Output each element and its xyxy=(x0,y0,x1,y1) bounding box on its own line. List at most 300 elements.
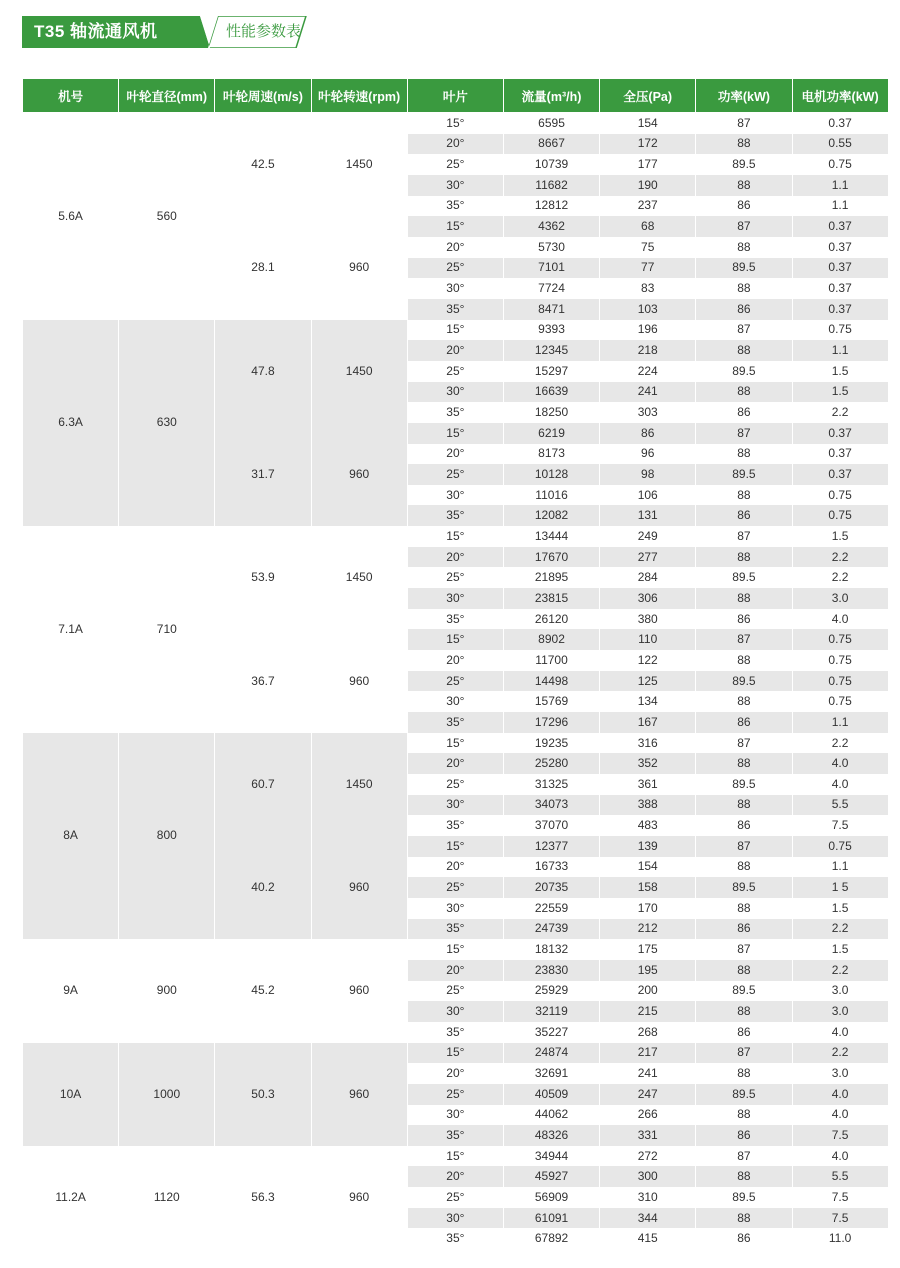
efficiency-cell: 86 xyxy=(737,611,751,626)
efficiency-cell: 88 xyxy=(696,340,791,361)
airflow-cell: 25280 xyxy=(504,753,599,774)
tip-speed-cell: 50.3 xyxy=(215,1043,310,1146)
motor-power-cell: 0.37 xyxy=(793,464,888,485)
tip-speed-cell: 40.2 xyxy=(215,836,310,939)
pressure-cell: 75 xyxy=(641,239,655,254)
pressure-cell: 331 xyxy=(600,1125,695,1146)
blade-angle-cell: 30° xyxy=(408,795,503,816)
table-row xyxy=(23,1146,888,1167)
airflow-cell: 7101 xyxy=(504,258,599,279)
column-header: 功率(kW) xyxy=(696,79,791,113)
efficiency-cell: 88 xyxy=(737,652,751,667)
motor-power-cell: 5.5 xyxy=(793,795,888,816)
diameter-cell: 800 xyxy=(119,733,214,940)
blade-angle-cell: 25° xyxy=(408,877,503,898)
blade-angle-cell: 30° xyxy=(446,281,465,296)
motor-power-cell: 4.0 xyxy=(831,611,849,626)
airflow-cell: 32119 xyxy=(504,1001,599,1022)
blade-angle-cell: 35° xyxy=(446,405,465,420)
rpm-cell: 1450 xyxy=(312,526,407,629)
motor-power-cell: 11.0 xyxy=(828,1231,852,1246)
airflow-cell: 18132 xyxy=(534,942,569,957)
rpm-cell: 960 xyxy=(312,629,407,732)
motor-power-cell: 1.1 xyxy=(831,859,849,874)
airflow-cell: 35227 xyxy=(534,1024,569,1039)
efficiency-cell: 89.5 xyxy=(696,671,791,692)
efficiency-cell: 86 xyxy=(696,299,791,320)
pressure-cell: 131 xyxy=(600,505,695,526)
blade-angle-cell: 20° xyxy=(446,652,465,667)
motor-power-cell: 0.75 xyxy=(793,505,888,526)
efficiency-cell: 86 xyxy=(737,1024,751,1039)
efficiency-cell: 86 xyxy=(696,712,791,733)
pressure-cell: 196 xyxy=(637,322,658,337)
efficiency-cell: 88 xyxy=(696,134,791,155)
pressure-cell: 241 xyxy=(637,1066,658,1081)
airflow-cell: 23815 xyxy=(504,588,599,609)
airflow-cell: 48326 xyxy=(504,1125,599,1146)
pressure-cell: 218 xyxy=(600,340,695,361)
blade-angle-cell: 25° xyxy=(446,157,465,172)
airflow-cell: 18250 xyxy=(534,405,569,420)
airflow-cell: 11682 xyxy=(504,175,599,196)
motor-power-cell: 4.0 xyxy=(793,1084,888,1105)
rpm-cell: 1450 xyxy=(312,113,407,216)
airflow-cell: 24739 xyxy=(504,919,599,940)
efficiency-cell: 86 xyxy=(696,919,791,940)
model-cell: 10A xyxy=(23,1043,118,1146)
pressure-cell: 212 xyxy=(600,919,695,940)
airflow-cell: 10739 xyxy=(534,157,569,172)
airflow-cell: 44062 xyxy=(534,1107,569,1122)
blade-angle-cell: 20° xyxy=(408,547,503,568)
diameter-cell: 900 xyxy=(119,939,214,1042)
motor-power-cell: 4.0 xyxy=(831,1148,849,1163)
blade-angle-cell: 20° xyxy=(408,340,503,361)
motor-power-cell: 0.37 xyxy=(793,299,888,320)
efficiency-cell: 87 xyxy=(696,836,791,857)
airflow-cell: 21895 xyxy=(534,570,569,585)
pressure-cell: 388 xyxy=(600,795,695,816)
airflow-cell: 56909 xyxy=(534,1189,569,1204)
blade-angle-cell: 15° xyxy=(446,115,465,130)
efficiency-cell: 88 xyxy=(696,1208,791,1229)
pressure-cell: 154 xyxy=(637,115,658,130)
motor-power-cell: 5.5 xyxy=(793,1166,888,1187)
blade-angle-cell: 15° xyxy=(408,423,503,444)
efficiency-cell: 88 xyxy=(737,1107,751,1122)
tip-speed-cell: 45.2 xyxy=(215,939,310,1042)
efficiency-cell: 88 xyxy=(737,1066,751,1081)
airflow-cell: 11700 xyxy=(535,652,568,667)
motor-power-cell: 0.75 xyxy=(828,652,852,667)
pressure-cell: 268 xyxy=(637,1024,658,1039)
motor-power-cell: 7.5 xyxy=(831,1189,849,1204)
tip-speed-cell: 47.8 xyxy=(215,320,310,423)
motor-power-cell: 0.37 xyxy=(828,281,852,296)
efficiency-cell: 89.5 xyxy=(732,983,756,998)
pressure-cell: 380 xyxy=(637,611,658,626)
motor-power-cell: 7.5 xyxy=(793,1125,888,1146)
pressure-cell: 172 xyxy=(600,134,695,155)
diameter-cell: 630 xyxy=(119,320,214,527)
pressure-cell: 306 xyxy=(600,588,695,609)
efficiency-cell: 87 xyxy=(696,216,791,237)
blade-angle-cell: 20° xyxy=(408,134,503,155)
efficiency-cell: 88 xyxy=(696,960,791,981)
blade-angle-cell: 35° xyxy=(408,505,503,526)
blade-angle-cell: 35° xyxy=(446,1231,465,1246)
airflow-cell: 34944 xyxy=(534,1148,569,1163)
efficiency-cell: 87 xyxy=(737,528,751,543)
motor-power-cell: 0.37 xyxy=(828,446,852,461)
blade-angle-cell: 30° xyxy=(446,694,465,709)
model-cell: 8A xyxy=(23,733,118,940)
pressure-cell: 158 xyxy=(600,877,695,898)
table-body xyxy=(23,113,888,1249)
efficiency-cell: 88 xyxy=(737,239,751,254)
motor-power-cell: 0.37 xyxy=(793,423,888,444)
pressure-cell: 125 xyxy=(600,671,695,692)
rpm-cell: 960 xyxy=(312,423,407,526)
column-header: 叶轮周速(m/s) xyxy=(215,79,310,113)
blade-angle-cell: 25° xyxy=(446,983,465,998)
airflow-cell: 24874 xyxy=(504,1043,599,1064)
airflow-cell: 25929 xyxy=(534,983,569,998)
efficiency-cell: 87 xyxy=(696,1043,791,1064)
airflow-cell: 12377 xyxy=(504,836,599,857)
blade-angle-cell: 25° xyxy=(408,671,503,692)
efficiency-cell: 88 xyxy=(696,547,791,568)
pressure-cell: 96 xyxy=(641,446,655,461)
tip-speed-cell: 42.5 xyxy=(215,113,310,216)
blade-angle-cell: 25° xyxy=(408,258,503,279)
pressure-cell: 249 xyxy=(637,528,658,543)
blade-angle-cell: 35° xyxy=(408,712,503,733)
rpm-cell: 960 xyxy=(312,939,407,1042)
table-row xyxy=(23,113,888,134)
pressure-cell: 344 xyxy=(600,1208,695,1229)
page-header xyxy=(22,16,312,48)
motor-power-cell: 1.5 xyxy=(831,528,849,543)
efficiency-cell: 89.5 xyxy=(732,157,756,172)
motor-power-cell: 0.75 xyxy=(828,157,852,172)
pressure-cell: 415 xyxy=(637,1231,658,1246)
airflow-cell: 4362 xyxy=(504,216,599,237)
pressure-cell: 154 xyxy=(637,859,658,874)
efficiency-cell: 88 xyxy=(696,795,791,816)
motor-power-cell: 0.75 xyxy=(828,487,852,502)
airflow-cell: 20735 xyxy=(504,877,599,898)
efficiency-cell: 88 xyxy=(696,588,791,609)
blade-angle-cell: 35° xyxy=(408,299,503,320)
blade-angle-cell: 20° xyxy=(408,960,503,981)
blade-angle-cell: 30° xyxy=(446,1107,465,1122)
efficiency-cell: 88 xyxy=(737,900,751,915)
efficiency-cell: 88 xyxy=(737,859,751,874)
motor-power-cell: 1 5 xyxy=(793,877,888,898)
column-header: 叶轮转速(rpm) xyxy=(312,79,407,113)
pressure-cell: 139 xyxy=(600,836,695,857)
blade-angle-cell: 15° xyxy=(408,1043,503,1064)
rpm-cell: 1450 xyxy=(312,733,407,836)
airflow-cell: 17296 xyxy=(504,712,599,733)
airflow-cell: 14498 xyxy=(504,671,599,692)
blade-angle-cell: 15° xyxy=(408,629,503,650)
tip-speed-cell: 36.7 xyxy=(215,629,310,732)
pressure-cell: 483 xyxy=(637,818,658,833)
motor-power-cell: 2.2 xyxy=(793,919,888,940)
airflow-cell: 67892 xyxy=(534,1231,569,1246)
airflow-cell: 19235 xyxy=(534,735,569,750)
efficiency-cell: 86 xyxy=(737,818,751,833)
blade-angle-cell: 25° xyxy=(408,1084,503,1105)
pressure-cell: 272 xyxy=(637,1148,658,1163)
pressure-cell: 303 xyxy=(637,405,658,420)
efficiency-cell: 89.5 xyxy=(696,877,791,898)
motor-power-cell: 0.75 xyxy=(828,322,852,337)
pressure-cell: 134 xyxy=(637,694,658,709)
motor-power-cell: 1.1 xyxy=(793,175,888,196)
efficiency-cell: 87 xyxy=(696,629,791,650)
efficiency-cell: 87 xyxy=(737,115,751,130)
motor-power-cell: 1.5 xyxy=(831,942,849,957)
blade-angle-cell: 20° xyxy=(446,1066,465,1081)
efficiency-cell: 87 xyxy=(696,423,791,444)
pressure-cell: 77 xyxy=(600,258,695,279)
motor-power-cell: 2.2 xyxy=(831,405,849,420)
airflow-cell: 31325 xyxy=(534,776,569,791)
rpm-cell: 960 xyxy=(312,1146,407,1249)
blade-angle-cell: 35° xyxy=(446,818,465,833)
motor-power-cell: 3.0 xyxy=(793,1001,888,1022)
pressure-cell: 103 xyxy=(600,299,695,320)
column-header: 叶片 xyxy=(408,79,503,113)
blade-angle-cell: 15° xyxy=(446,735,465,750)
efficiency-cell: 88 xyxy=(696,1166,791,1187)
motor-power-cell: 3.0 xyxy=(831,1066,849,1081)
pressure-cell: 195 xyxy=(600,960,695,981)
motor-power-cell: 3.0 xyxy=(831,983,849,998)
pressure-cell: 170 xyxy=(637,900,658,915)
efficiency-cell: 88 xyxy=(696,753,791,774)
rpm-cell: 960 xyxy=(312,836,407,939)
motor-power-cell: 4.0 xyxy=(831,1024,849,1039)
pressure-cell: 83 xyxy=(641,281,655,296)
pressure-cell: 277 xyxy=(600,547,695,568)
efficiency-cell: 88 xyxy=(696,382,791,403)
motor-power-cell: 1.1 xyxy=(831,198,849,213)
efficiency-cell: 87 xyxy=(737,1148,751,1163)
pressure-cell: 190 xyxy=(600,175,695,196)
efficiency-cell: 87 xyxy=(737,322,751,337)
motor-power-cell: 0.75 xyxy=(828,694,852,709)
blade-angle-cell: 30° xyxy=(408,382,503,403)
motor-power-cell: 3.0 xyxy=(793,588,888,609)
motor-power-cell: 1.1 xyxy=(793,712,888,733)
blade-angle-cell: 15° xyxy=(446,942,465,957)
efficiency-cell: 88 xyxy=(696,175,791,196)
airflow-cell: 22559 xyxy=(534,900,569,915)
blade-angle-cell: 25° xyxy=(408,464,503,485)
motor-power-cell: 7.5 xyxy=(793,1208,888,1229)
diameter-cell: 560 xyxy=(119,113,214,320)
rpm-cell: 960 xyxy=(312,1043,407,1146)
efficiency-cell: 88 xyxy=(737,446,751,461)
motor-power-cell: 0.37 xyxy=(793,216,888,237)
model-cell: 6.3A xyxy=(23,320,118,527)
table-row xyxy=(23,733,888,754)
column-header: 电机功率(kW) xyxy=(793,79,888,113)
pressure-cell: 316 xyxy=(637,735,658,750)
airflow-cell: 12345 xyxy=(504,340,599,361)
airflow-cell: 23830 xyxy=(504,960,599,981)
motor-power-cell: 7.5 xyxy=(831,818,849,833)
table-row xyxy=(23,939,888,960)
pressure-cell: 167 xyxy=(600,712,695,733)
pressure-cell: 284 xyxy=(637,570,658,585)
pressure-cell: 241 xyxy=(600,382,695,403)
airflow-cell: 17670 xyxy=(504,547,599,568)
pressure-cell: 86 xyxy=(600,423,695,444)
efficiency-cell: 89.5 xyxy=(696,464,791,485)
airflow-cell: 11016 xyxy=(535,487,568,502)
model-cell: 5.6A xyxy=(23,113,118,320)
motor-power-cell: 0.37 xyxy=(828,115,852,130)
blade-angle-cell: 20° xyxy=(446,859,465,874)
blade-angle-cell: 20° xyxy=(446,446,465,461)
motor-power-cell: 0.75 xyxy=(793,671,888,692)
blade-angle-cell: 35° xyxy=(446,1024,465,1039)
motor-power-cell: 1.5 xyxy=(831,363,849,378)
airflow-cell: 12082 xyxy=(504,505,599,526)
performance-table xyxy=(22,79,889,1249)
blade-angle-cell: 25° xyxy=(446,363,465,378)
pressure-cell: 215 xyxy=(600,1001,695,1022)
motor-power-cell: 1.1 xyxy=(793,340,888,361)
airflow-cell: 32691 xyxy=(534,1066,569,1081)
airflow-cell: 8667 xyxy=(504,134,599,155)
motor-power-cell: 4.0 xyxy=(831,776,849,791)
blade-angle-cell: 15° xyxy=(408,836,503,857)
airflow-cell: 8471 xyxy=(504,299,599,320)
pressure-cell: 110 xyxy=(600,629,695,650)
blade-angle-cell: 15° xyxy=(446,322,465,337)
efficiency-cell: 89.5 xyxy=(732,776,756,791)
motor-power-cell: 2.2 xyxy=(831,735,849,750)
airflow-cell: 12812 xyxy=(534,198,569,213)
motor-power-cell: 0.55 xyxy=(793,134,888,155)
motor-power-cell: 0.75 xyxy=(793,629,888,650)
page-subtitle: 性能参数表 xyxy=(226,23,302,40)
motor-power-cell: 0.37 xyxy=(793,258,888,279)
motor-power-cell: 2.2 xyxy=(793,547,888,568)
airflow-cell: 26120 xyxy=(534,611,569,626)
blade-angle-cell: 20° xyxy=(408,1166,503,1187)
motor-power-cell: 2.2 xyxy=(831,570,849,585)
blade-angle-cell: 15° xyxy=(446,1148,465,1163)
blade-angle-cell: 25° xyxy=(446,1189,465,1204)
airflow-cell: 15769 xyxy=(534,694,569,709)
column-header: 全压(Pa) xyxy=(600,79,695,113)
airflow-cell: 45927 xyxy=(504,1166,599,1187)
blade-angle-cell: 35° xyxy=(446,611,465,626)
diameter-cell: 1120 xyxy=(119,1146,214,1249)
efficiency-cell: 89.5 xyxy=(732,363,756,378)
efficiency-cell: 86 xyxy=(696,505,791,526)
airflow-cell: 40509 xyxy=(504,1084,599,1105)
blade-angle-cell: 20° xyxy=(446,239,465,254)
tip-speed-cell: 60.7 xyxy=(215,733,310,836)
motor-power-cell: 2.2 xyxy=(793,960,888,981)
airflow-cell: 16733 xyxy=(534,859,569,874)
blade-angle-cell: 30° xyxy=(408,175,503,196)
efficiency-cell: 89.5 xyxy=(732,570,756,585)
blade-angle-cell: 20° xyxy=(408,753,503,774)
blade-angle-cell: 35° xyxy=(446,198,465,213)
airflow-cell: 6595 xyxy=(538,115,565,130)
blade-angle-cell: 30° xyxy=(408,588,503,609)
efficiency-cell: 89.5 xyxy=(696,1084,791,1105)
motor-power-cell: 1.5 xyxy=(831,900,849,915)
motor-power-cell: 4.0 xyxy=(831,1107,849,1122)
airflow-cell: 9393 xyxy=(538,322,565,337)
airflow-cell: 6219 xyxy=(504,423,599,444)
airflow-cell: 5730 xyxy=(538,239,565,254)
model-cell: 9A xyxy=(23,939,118,1042)
motor-power-cell: 2.2 xyxy=(793,1043,888,1064)
pressure-cell: 106 xyxy=(637,487,658,502)
diameter-cell: 710 xyxy=(119,526,214,733)
efficiency-cell: 86 xyxy=(737,1231,751,1246)
blade-angle-cell: 30° xyxy=(408,1001,503,1022)
model-cell: 7.1A xyxy=(23,526,118,733)
blade-angle-cell: 15° xyxy=(446,528,465,543)
pressure-cell: 361 xyxy=(637,776,658,791)
airflow-cell: 15297 xyxy=(534,363,569,378)
column-header: 流量(m³/h) xyxy=(504,79,599,113)
pressure-cell: 310 xyxy=(637,1189,658,1204)
motor-power-cell: 0.37 xyxy=(828,239,852,254)
pressure-cell: 247 xyxy=(600,1084,695,1105)
efficiency-cell: 88 xyxy=(737,694,751,709)
efficiency-cell: 88 xyxy=(737,487,751,502)
tip-speed-cell: 56.3 xyxy=(215,1146,310,1249)
efficiency-cell: 88 xyxy=(696,1001,791,1022)
blade-angle-cell: 30° xyxy=(446,900,465,915)
airflow-cell: 8173 xyxy=(538,446,565,461)
efficiency-cell: 88 xyxy=(737,281,751,296)
table-header xyxy=(23,79,888,113)
pressure-cell: 98 xyxy=(600,464,695,485)
diameter-cell: 1000 xyxy=(119,1043,214,1146)
rpm-cell: 1450 xyxy=(312,320,407,423)
pressure-cell: 217 xyxy=(600,1043,695,1064)
motor-power-cell: 4.0 xyxy=(793,753,888,774)
blade-angle-cell: 30° xyxy=(446,487,465,502)
blade-angle-cell: 25° xyxy=(446,570,465,585)
efficiency-cell: 86 xyxy=(737,405,751,420)
airflow-cell: 13444 xyxy=(534,528,569,543)
airflow-cell: 10128 xyxy=(504,464,599,485)
pressure-cell: 122 xyxy=(637,652,658,667)
efficiency-cell: 86 xyxy=(737,198,751,213)
pressure-cell: 224 xyxy=(637,363,658,378)
efficiency-cell: 89.5 xyxy=(696,258,791,279)
airflow-cell: 7724 xyxy=(538,281,565,296)
airflow-cell: 16639 xyxy=(504,382,599,403)
table-row xyxy=(23,1043,888,1064)
